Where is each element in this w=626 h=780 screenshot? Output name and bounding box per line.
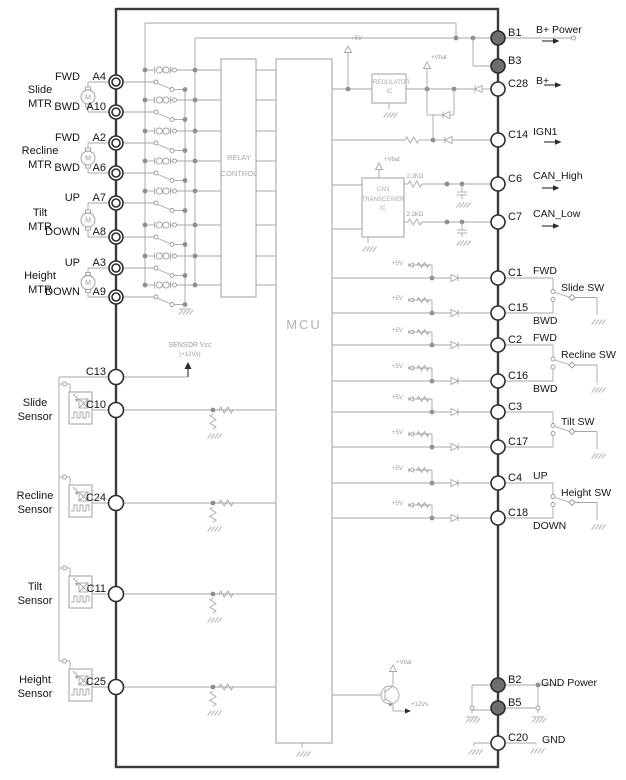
signal-c6-label: CAN_High — [533, 170, 583, 182]
motor-type-label: MTR — [28, 221, 52, 233]
motor-name-label: Slide — [27, 84, 53, 96]
v5-label: +5V — [392, 466, 403, 472]
pin-a10-label: A10 — [86, 101, 106, 113]
pin-c25-label: C25 — [85, 676, 106, 688]
pin-c7-label: C7 — [508, 211, 523, 223]
pin-b3-label: B3 — [508, 55, 522, 67]
pin-c3-label: C3 — [508, 401, 523, 413]
vbat-label: +Vbat — [384, 157, 400, 163]
pin-c16-label: C16 — [508, 370, 529, 382]
pin-a6-label: A6 — [92, 162, 106, 174]
switch-dir-label: FWD — [533, 265, 557, 277]
can-transceiver-label: CAN TRANSCEIVER IC — [361, 187, 405, 212]
sensor-name-label: Recline — [16, 490, 54, 502]
v5-label: +5V — [392, 395, 403, 401]
motor-m-glyph: M — [85, 94, 91, 102]
v5-label: +5V — [392, 296, 403, 302]
signal-c28-label: B+ — [536, 75, 550, 87]
motor-type-label: MTR — [28, 98, 52, 110]
v5-label: +5V — [351, 36, 362, 42]
pin-c15-label: C15 — [508, 302, 529, 314]
signal-b2-label: GND Power — [541, 677, 598, 689]
motor-dir-label: FWD — [54, 132, 80, 144]
switch-group-label: Tilt SW — [561, 415, 595, 428]
sensor-name-label: Tilt — [27, 581, 43, 593]
switch-dir-label: FWD — [533, 332, 557, 344]
motor-dir-label: BWD — [54, 162, 80, 174]
mcu-label: MCU — [286, 317, 322, 332]
pin-c24-label: C24 — [85, 492, 106, 504]
motor-dir-label: FWD — [54, 71, 80, 83]
signal-c14-label: IGN1 — [533, 126, 558, 138]
switch-dir-label: DOWN — [533, 520, 567, 532]
can-resistor-label: 2.2KΩ — [406, 212, 424, 218]
signal-c20-label: GND — [542, 734, 566, 746]
pin-a4-label: A4 — [92, 71, 106, 83]
pin-c14-label: C14 — [508, 129, 529, 141]
pin-b1-label: B1 — [508, 27, 522, 39]
switch-group-label: Height SW — [561, 486, 612, 499]
motor-dir-label: DOWN — [45, 286, 80, 298]
pin-c2-label: C2 — [508, 334, 523, 346]
motor-dir-label: UP — [64, 192, 80, 204]
motor-dir-label: BWD — [54, 101, 80, 113]
sensor-vcc-label: SENSOR Vcc — [168, 342, 212, 349]
motor-name-label: Recline — [21, 145, 59, 157]
motor-m-glyph: M — [85, 217, 91, 225]
pin-c17-label: C17 — [508, 436, 529, 448]
pin-c6-label: C6 — [508, 173, 523, 185]
pin-c10-label: C10 — [85, 399, 106, 411]
sensor-name-label: Slide — [22, 397, 48, 409]
pin-b5-label: B5 — [508, 697, 522, 709]
vbat-label: +Vbat — [396, 660, 412, 666]
motor-dir-label: DOWN — [45, 226, 80, 238]
sensor-type-label: Sensor — [17, 688, 53, 700]
motor-dir-label: UP — [64, 257, 80, 269]
relay-control-label: RELAY CONTROL — [220, 153, 258, 178]
switch-dir-label: UP — [533, 470, 548, 482]
v5-label: +5V — [392, 261, 403, 267]
motor-type-label: MTR — [28, 283, 52, 296]
switch-dir-label: BWD — [533, 315, 558, 327]
sensor-name-label: Height — [19, 674, 51, 686]
signal-b1-label: B+ Power — [536, 24, 582, 36]
sensor-type-label: Sensor — [17, 411, 53, 423]
motor-m-glyph: M — [85, 155, 91, 163]
v5-label: +5V — [392, 430, 403, 436]
pin-c20-label: C20 — [508, 732, 529, 744]
motor-type-label: MTR — [28, 159, 52, 171]
signal-c7-label: CAN_Low — [533, 208, 581, 220]
pin-a9-label: A9 — [92, 286, 106, 298]
pin-c13-label: C13 — [85, 366, 106, 378]
pin-a7-label: A7 — [92, 192, 106, 204]
sensor-vcc-value: (+12Vs) — [179, 352, 201, 358]
v12s-label: +12Vs — [411, 702, 429, 708]
can-resistor-label: 2.2KΩ — [406, 174, 424, 180]
sensor-type-label: Sensor — [17, 504, 53, 516]
switch-group-label: Slide SW — [561, 281, 605, 294]
pin-a8-label: A8 — [92, 226, 106, 238]
motor-name-label: Tilt — [32, 207, 48, 219]
vbat-label: +Vbat — [431, 55, 447, 61]
pin-c11-label: C11 — [86, 583, 106, 595]
v5-label: +5V — [392, 328, 403, 334]
switch-dir-label: BWD — [533, 383, 558, 395]
sensor-type-label: Sensor — [17, 595, 53, 607]
pin-a3-label: A3 — [92, 257, 106, 269]
switch-group-label: Recline SW — [561, 349, 616, 361]
motor-m-glyph: M — [85, 280, 91, 287]
motor-name-label: Height — [24, 269, 56, 282]
v5-label: +5V — [392, 501, 403, 507]
pin-c28-label: C28 — [508, 78, 529, 90]
v5-label: +5V — [392, 364, 403, 370]
pin-a2-label: A2 — [92, 132, 106, 144]
regulator-ic-label: REGULATOR IC — [373, 80, 410, 95]
pin-c4-label: C4 — [508, 472, 523, 484]
pin-c1-label: C1 — [508, 267, 523, 279]
pin-c18-label: C18 — [508, 507, 529, 519]
pin-b2-label: B2 — [508, 674, 522, 686]
